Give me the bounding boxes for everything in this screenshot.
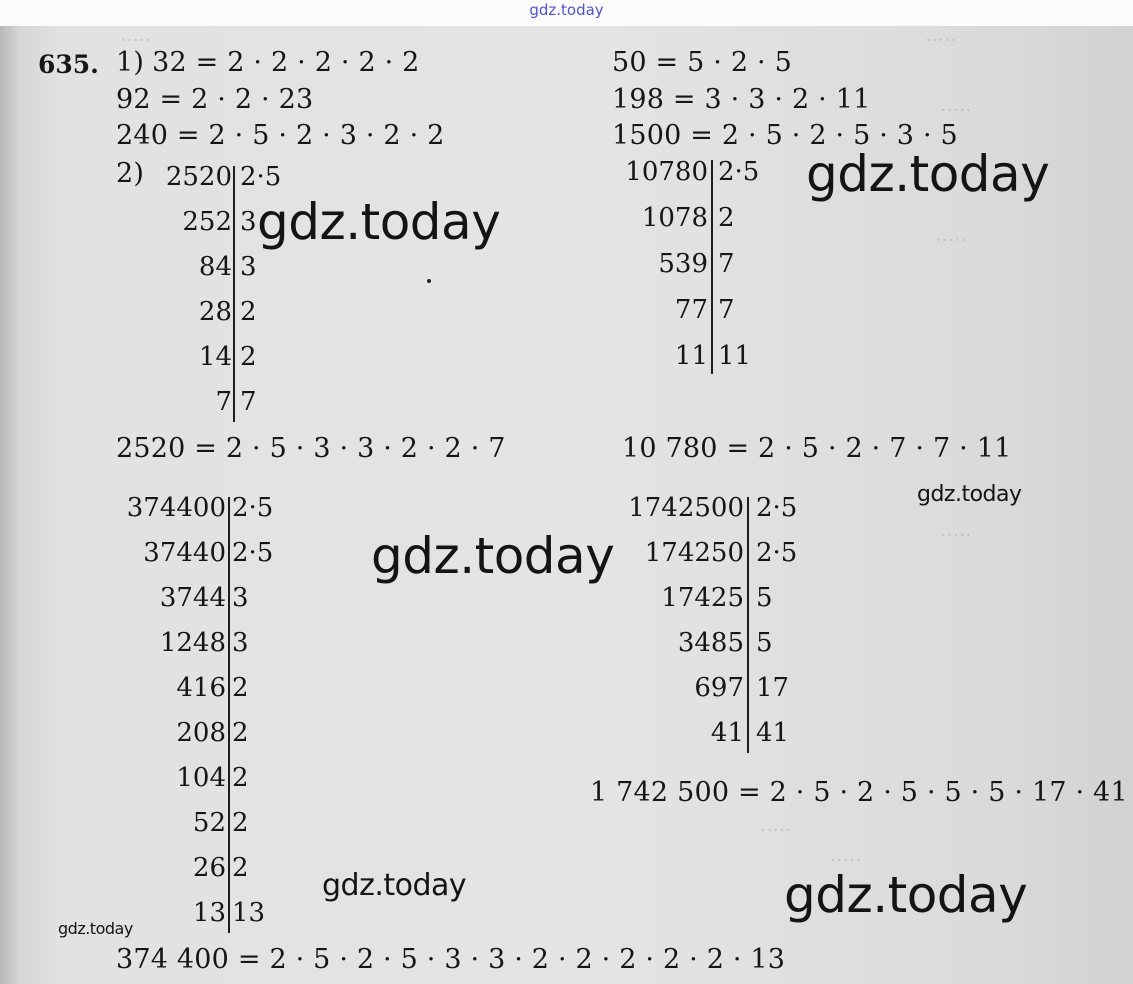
result-10780: 10 780 = 2 · 5 · 2 · 7 · 7 · 11	[622, 433, 1012, 464]
table-row: 252 3	[182, 207, 257, 237]
table-row: 52 2	[192, 808, 249, 838]
division-line	[228, 497, 230, 933]
result-374400: 374 400 = 2 · 5 · 2 · 5 · 3 · 3 · 2 · 2 · 2 · 2 · 2 · 13	[116, 944, 786, 975]
part1-right-line-2: 198 = 3 · 3 · 2 · 11	[612, 84, 871, 115]
watermark: gdz.today	[58, 919, 133, 938]
table-row: 13 13	[192, 898, 266, 928]
watermark: gdz.today	[806, 145, 1050, 203]
site-watermark: gdz.today	[529, 1, 604, 19]
part1-right-line-1: 50 = 5 · 2 · 5	[612, 47, 792, 78]
watermark: gdz.today	[257, 193, 501, 251]
part1-line-1	[116, 47, 420, 78]
part2-label: 2)	[116, 158, 145, 189]
table-row: 84 3	[198, 252, 257, 282]
table-row: 1078 2	[641, 203, 735, 233]
part1-label: 1)	[116, 47, 145, 78]
watermark: gdz.today	[322, 868, 467, 903]
table-row: 3485 5	[677, 628, 773, 658]
division-line	[233, 166, 235, 422]
table-row: 28 2	[198, 297, 257, 327]
problem-number: 635.	[38, 50, 99, 79]
division-line	[711, 160, 713, 374]
part1-expression: 32 = 2 · 2 · 2 · 2 · 2	[152, 47, 420, 78]
table-row: 208 2	[176, 718, 249, 748]
table-row: 174250 2·5	[644, 538, 798, 568]
table-row: 11 11	[674, 341, 752, 371]
watermark: gdz.today	[784, 866, 1028, 924]
table-row: 416 2	[176, 673, 249, 703]
part1-right-line-3: 1500 = 2 · 5 · 2 · 5 · 3 · 5	[612, 120, 958, 151]
table-row: 104 2	[176, 763, 249, 793]
stray-dot	[427, 279, 431, 283]
result-2520: 2520 = 2 · 5 · 3 · 3 · 2 · 2 · 7	[116, 433, 506, 464]
table-row: 17425 5	[661, 583, 773, 613]
table-row: 37440 2·5	[143, 538, 274, 568]
part1-line-3: 240 = 2 · 5 · 2 · 3 · 2 · 2	[116, 120, 445, 151]
division-line	[747, 497, 749, 753]
table-row: 3744 3	[159, 583, 249, 613]
table-row: 7 7	[215, 387, 257, 417]
table-row: 41 41	[710, 718, 790, 748]
watermark: gdz.today	[371, 527, 615, 585]
table-row: 2520 2·5	[165, 162, 282, 192]
table-row: 10780 2·5	[625, 157, 760, 187]
table-row: 539 7	[658, 249, 735, 279]
table-row: 77 7	[674, 295, 735, 325]
table-row: 26 2	[192, 853, 249, 883]
table-row: 1248 3	[159, 628, 249, 658]
table-row: 14 2	[198, 342, 257, 372]
table-row: 374400 2·5	[126, 493, 274, 523]
watermark: gdz.today	[917, 482, 1022, 507]
result-1742500: 1 742 500 = 2 · 5 · 2 · 5 · 5 · 5 · 17 · 41	[590, 777, 1128, 808]
table-row: 697 17	[694, 673, 790, 703]
table-row: 1742500 2·5	[628, 493, 798, 523]
part1-line-2: 92 = 2 · 2 · 23	[116, 84, 314, 115]
